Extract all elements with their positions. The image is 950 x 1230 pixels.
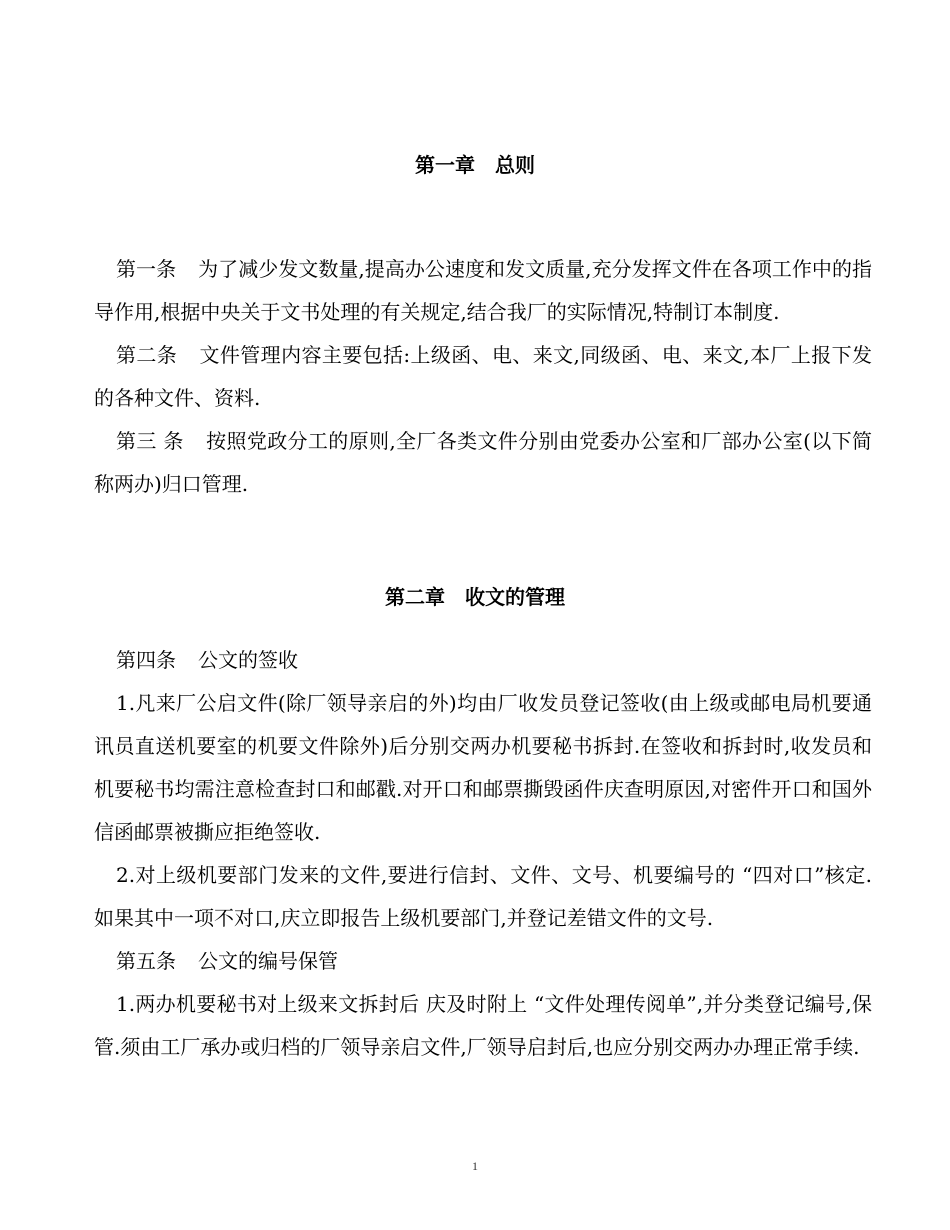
article-text: 公文的编号保管	[198, 949, 338, 973]
article-label: 第四条	[116, 648, 176, 672]
chapter-2-title	[0, 583, 950, 611]
article-label: 第一条	[116, 257, 177, 281]
article-text: 为了减少发文数量,提高办公速度和发文质量,充分发挥文件在各项工作中的指导作用,根据中央关于文书处理的有关规定,结合我厂的实际情况,特制订本制度.	[94, 257, 873, 324]
page-number: 1	[472, 1159, 478, 1173]
article-4-item-2	[94, 854, 872, 940]
article-label: 第二条	[116, 343, 178, 367]
article-text: 文件管理内容主要包括:上级函、电、来文,同级函、电、来文,本厂上报下发的各种文件、资料.	[94, 343, 873, 410]
chapter-1-number: 第一章	[415, 153, 475, 177]
chapter-2-number: 第二章	[385, 585, 445, 609]
chapter-1-name: 总则	[495, 153, 535, 177]
article-5-item-1	[94, 983, 872, 1069]
item-text: 1.凡来厂公启文件(除厂领导亲启的外)均由厂收发员登记签收(由上级或邮电局机要通讯员直送机要室的机要文件除外)后分别交两办机要秘书拆封.在签收和拆封时,收发员和机要秘书均需注意检查封口和邮戳.对开口和邮票撕毁函件庆查明原因,对密件开口和国外信函邮票被撕应拒绝签收.	[94, 691, 872, 844]
chapter-1-title	[0, 151, 950, 179]
article-3	[94, 420, 872, 506]
article-4	[94, 639, 872, 682]
chapter-2-name: 收文的管理	[465, 585, 565, 609]
item-text: 1.两办机要秘书对上级来文拆封后 庆及时附上 “文件处理传阅单”,并分类登记编号,保管.须由工厂承办或归档的厂领导亲启文件,厂领导启封后,也应分别交两办办理正常手续.	[94, 992, 872, 1059]
article-text: 公文的签收	[198, 648, 298, 672]
article-1	[94, 248, 872, 334]
article-label: 第五条	[116, 949, 176, 973]
chapter-2-body	[94, 639, 872, 1069]
item-text: 2.对上级机要部门发来的文件,要进行信封、文件、文号、机要编号的 “四对口”核定.如果其中一项不对口,庆立即报告上级机要部门,并登记差错文件的文号.	[94, 863, 872, 930]
chapter-1-body	[94, 248, 872, 506]
article-4-item-1	[94, 682, 872, 854]
article-text: 按照党政分工的原则,全厂各类文件分别由党委办公室和厂部办公室(以下简称两办)归口管理.	[94, 429, 872, 496]
article-label: 第三 条	[116, 429, 184, 453]
article-5	[94, 940, 872, 983]
article-2	[94, 334, 872, 420]
